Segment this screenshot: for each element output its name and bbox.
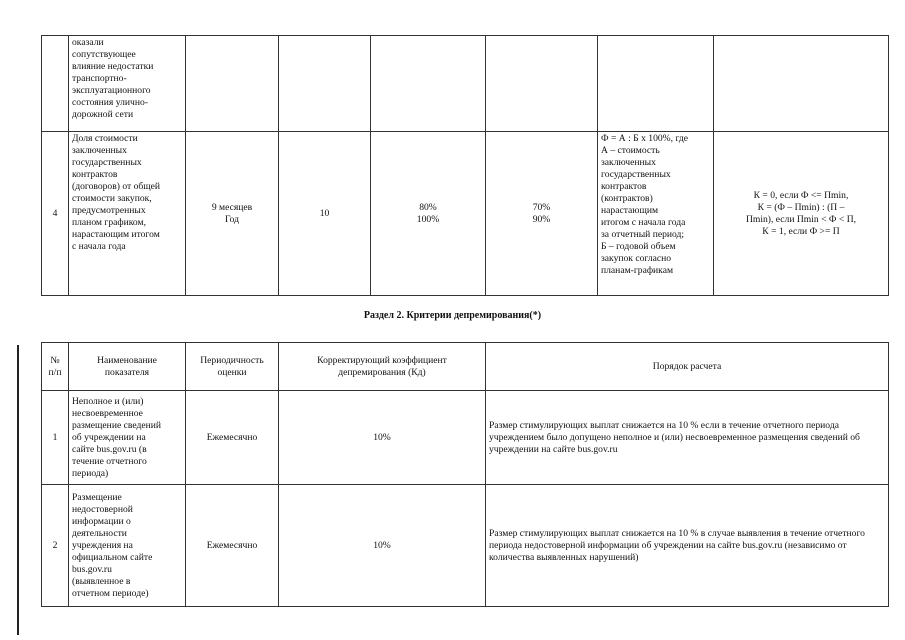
empty-cell bbox=[598, 36, 714, 132]
threshold-value-cell: 70% 90% bbox=[486, 132, 598, 296]
period-cell: Ежемесячно bbox=[186, 391, 279, 485]
header-order: Порядок расчета bbox=[486, 343, 889, 391]
table-row bbox=[42, 391, 889, 485]
indicator-name-cell: Доля стоимости заключенных государственных контрактов (договоров) от общей стоимости закупок, предусмотренных планом графиком, нарастающим итогом с начала года bbox=[69, 132, 186, 296]
row-num-cell: 2 bbox=[42, 485, 69, 607]
table-row bbox=[42, 36, 889, 132]
criterion-name-cell: Размещение недостоверной информации о деятельности учреждения на официальном сайте bus.gov.ru (выявленное в отчетном периоде) bbox=[69, 485, 186, 607]
indicators-table bbox=[41, 35, 889, 296]
period-cell: 9 месяцев Год bbox=[186, 132, 279, 296]
order-cell: Размер стимулирующих выплат снижается на 10 % если в течение отчетного периода учреждением было допущено неполное и (или) несвоевременное размещения сведений об учреждении на сайте bus.gov.ru bbox=[486, 391, 889, 485]
indicator-name-cell: оказали сопутствующее влияние недостатки транспортно- эксплуатационного состояния улично- дорожной сети bbox=[69, 36, 186, 132]
scan-margin-line bbox=[17, 345, 19, 635]
coefficient-cell: 10% bbox=[279, 391, 486, 485]
header-row bbox=[42, 343, 889, 391]
table-row bbox=[42, 485, 889, 607]
plan-value-cell: 80% 100% bbox=[371, 132, 486, 296]
header-num: № п/п bbox=[42, 343, 69, 391]
empty-cell bbox=[186, 36, 279, 132]
period-cell: Ежемесячно bbox=[186, 485, 279, 607]
criterion-name-cell: Неполное и (или) несвоевременное размещение сведений об учреждении на сайте bus.gov.ru (в течение отчетного периода) bbox=[69, 391, 186, 485]
row-num-cell: 4 bbox=[42, 132, 69, 296]
empty-cell bbox=[279, 36, 371, 132]
empty-cell bbox=[486, 36, 598, 132]
row-num-cell bbox=[42, 36, 69, 132]
weight-cell: 10 bbox=[279, 132, 371, 296]
header-name: Наименование показателя bbox=[69, 343, 186, 391]
header-coefficient: Корректирующий коэффициент депремирования (Кд) bbox=[279, 343, 486, 391]
coefficient-cell: 10% bbox=[279, 485, 486, 607]
row-num-cell: 1 bbox=[42, 391, 69, 485]
empty-cell bbox=[371, 36, 486, 132]
table-row bbox=[42, 132, 889, 296]
section-title: Раздел 2. Критерии депремирования(*) bbox=[363, 310, 542, 321]
coefficient-cell: К = 0, если Ф <= Пmin, К = (Ф – Пmin) : (П – Пmin), если Пmin < Ф < П, К = 1, если Ф >= П bbox=[714, 132, 889, 296]
formula-cell: Ф = А : Б х 100%, где А – стоимость заключенных государственных контрактов (контрактов) нарастающим итогом с начала года за отчетный период; Б – годовой объем закупок согласно планам-графикам bbox=[598, 132, 714, 296]
order-cell: Размер стимулирующих выплат снижается на 10 % в случае выявления в течение отчетного периода недостоверной информации об учреждении на сайте bus.gov.ru (независимо от количества выявленных нарушений) bbox=[486, 485, 889, 607]
header-period: Периодичность оценки bbox=[186, 343, 279, 391]
depremium-criteria-table bbox=[41, 342, 889, 607]
empty-cell bbox=[714, 36, 889, 132]
